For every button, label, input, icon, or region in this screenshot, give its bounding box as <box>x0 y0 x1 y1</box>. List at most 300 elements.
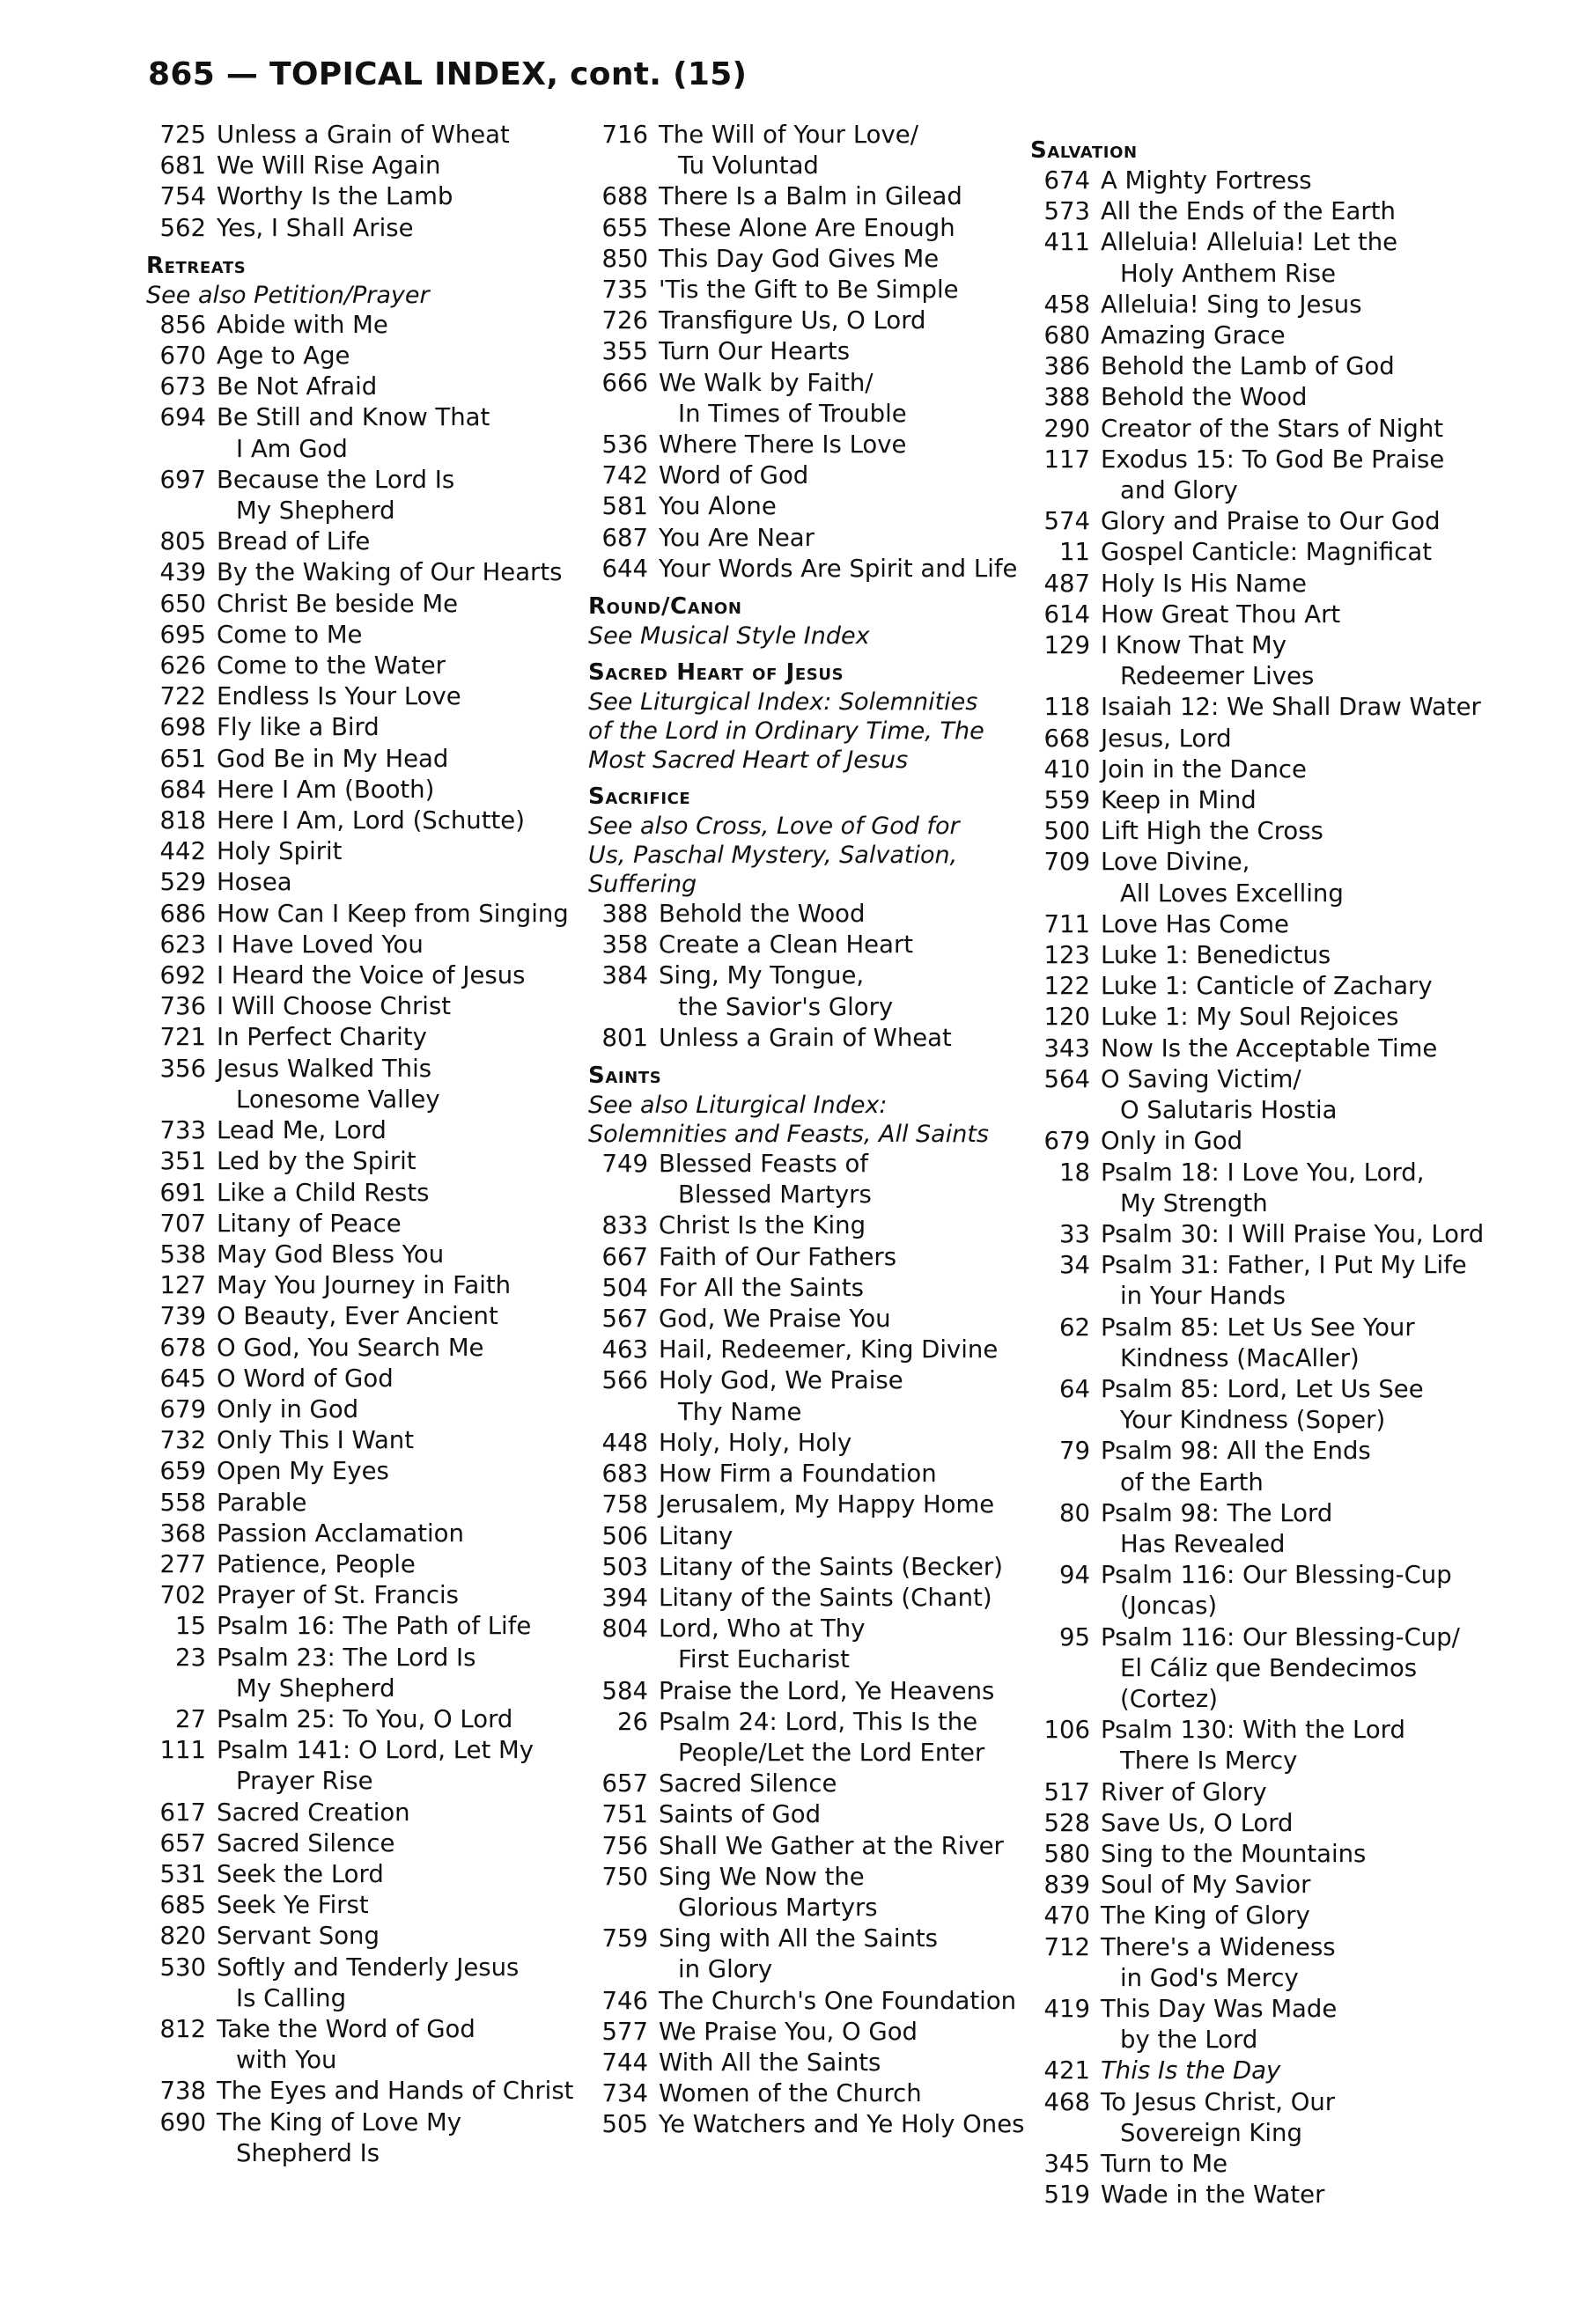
hymn-number: 64 <box>1059 1374 1090 1403</box>
title-line: This Is the Day <box>1101 2056 1281 2085</box>
hymn-number: 80 <box>1059 1498 1090 1527</box>
hymn-title <box>1101 1932 1336 1994</box>
hymn-title <box>217 1798 410 1828</box>
title-line: Jesus Walked This <box>217 1054 432 1083</box>
hymn-number: 644 <box>601 554 648 583</box>
hymn-title <box>217 1209 402 1239</box>
hymn-title <box>1101 1219 1484 1250</box>
index-entry <box>146 1828 569 1859</box>
note-line: See also Liturgical Index: <box>588 1092 888 1120</box>
title-line: Lonesome Valley <box>236 1085 440 1114</box>
hymn-title <box>659 960 893 1022</box>
title-line: Psalm 25: To You, O Lord <box>217 1704 513 1733</box>
hymn-number: 818 <box>159 806 206 835</box>
title-line: I Will Choose Christ <box>217 992 452 1021</box>
index-entry <box>146 1488 569 1519</box>
title-line: Passion Acclamation <box>217 1519 464 1548</box>
title-line: Tu Voluntad <box>678 151 819 180</box>
hymn-number: 744 <box>601 2048 648 2077</box>
hymn-title <box>659 1676 994 1707</box>
title-line: Because the Lord Is <box>217 465 455 494</box>
hymn-title <box>1101 165 1312 196</box>
title-line: With All the Saints <box>659 2048 881 2077</box>
hymn-title <box>1101 227 1397 289</box>
index-entry <box>588 1831 1028 1862</box>
hymn-number: 410 <box>1043 754 1090 783</box>
index-entry <box>1030 1901 1559 1931</box>
title-line: Servant Song <box>217 1922 380 1951</box>
title-line: Lord, Who at Thy <box>659 1614 866 1644</box>
title-line: We Will Rise Again <box>217 151 441 180</box>
hymn-title <box>1101 724 1232 754</box>
hymn-number: 707 <box>159 1209 206 1238</box>
hymn-number: 805 <box>159 527 206 556</box>
title-line: Glorious Martyrs <box>678 1893 878 1922</box>
index-entry <box>146 1890 569 1921</box>
index-entry <box>146 867 569 898</box>
title-line: (Cortez) <box>1120 1684 1218 1713</box>
index-entry <box>146 1022 569 1053</box>
title-line: Open My Eyes <box>217 1457 389 1486</box>
index-entry <box>1030 754 1559 785</box>
hymn-number: 626 <box>159 651 206 680</box>
hymn-number: 738 <box>159 2077 206 2106</box>
hymn-title <box>1101 290 1362 320</box>
hymn-title <box>1101 909 1289 940</box>
hymn-number: 839 <box>1043 1871 1090 1900</box>
hymn-number: 421 <box>1043 2056 1090 2085</box>
hymn-title <box>217 2107 461 2169</box>
index-entry <box>146 1333 569 1364</box>
hymn-number: 388 <box>601 900 648 929</box>
index-entry <box>588 1428 1028 1459</box>
hymn-number: 650 <box>159 589 206 618</box>
hymn-number: 577 <box>601 2017 648 2046</box>
index-entry <box>1030 1219 1559 1250</box>
title-line: Like a Child Rests <box>217 1178 430 1207</box>
hymn-title <box>217 1643 476 1704</box>
title-line: Psalm 30: I Will Praise You, Lord <box>1101 1219 1485 1248</box>
title-line: Sing We Now the <box>659 1862 865 1891</box>
hymn-title <box>217 836 342 867</box>
index-entry <box>1030 2180 1559 2210</box>
title-line: Exodus 15: To God Be Praise <box>1101 445 1445 474</box>
hymn-title <box>659 1614 866 1675</box>
title-line: Hail, Redeemer, King Divine <box>659 1335 999 1364</box>
title-line: Soul of My Savior <box>1101 1871 1311 1900</box>
hymn-title <box>1101 1870 1310 1901</box>
index-entry <box>588 1923 1028 1985</box>
index-entry <box>1030 2087 1559 2149</box>
index-entry <box>146 310 569 341</box>
index-entry <box>1030 1158 1559 1219</box>
index-entry <box>1030 1560 1559 1622</box>
index-entry <box>588 1769 1028 1799</box>
index-entry <box>146 1054 569 1115</box>
index-entry <box>1030 1994 1559 2056</box>
index-entry <box>588 336 1028 367</box>
hymn-number: 645 <box>159 1364 206 1393</box>
hymn-title <box>217 930 424 960</box>
hymn-number: 129 <box>1043 631 1090 660</box>
index-entry <box>146 1643 569 1704</box>
hymn-number: 503 <box>601 1552 648 1581</box>
index-entry <box>588 1799 1028 1830</box>
index-entry <box>146 151 569 181</box>
hymn-title <box>659 336 850 367</box>
hymn-number: 617 <box>159 1798 206 1827</box>
title-line: Keep in Mind <box>1101 786 1257 815</box>
index-entry <box>588 368 1028 430</box>
hymn-title <box>217 1022 427 1053</box>
title-line: Shepherd Is <box>236 2138 380 2167</box>
hymn-number: 573 <box>1043 197 1090 226</box>
hymn-number: 419 <box>1043 1994 1090 2023</box>
hymn-title <box>1101 506 1441 537</box>
index-entry <box>588 1552 1028 1583</box>
index-entry <box>146 120 569 151</box>
section-heading: Saints <box>588 1063 662 1090</box>
title-line: Luke 1: Canticle of Zachary <box>1101 972 1433 1001</box>
hymn-number: 746 <box>601 1986 648 2015</box>
index-entry <box>588 1489 1028 1520</box>
hymn-title <box>659 1799 821 1830</box>
hymn-number: 683 <box>601 1460 648 1489</box>
title-line: The King of Love My <box>217 2107 462 2136</box>
hymn-title <box>217 1921 380 1952</box>
title-line: Your Words Are Spirit and Life <box>659 554 1018 583</box>
hymn-number: 732 <box>159 1426 206 1455</box>
hymn-title <box>217 744 448 775</box>
index-entry <box>1030 599 1559 630</box>
title-line: and Glory <box>1120 476 1238 505</box>
index-entry <box>588 1459 1028 1489</box>
title-line: Psalm 18: I Love You, Lord, <box>1101 1158 1425 1187</box>
hymn-title <box>217 557 562 588</box>
index-entry <box>1030 2056 1559 2086</box>
index-entry <box>1030 1932 1559 1994</box>
hymn-number: 670 <box>159 342 206 371</box>
hymn-title <box>1101 2180 1324 2210</box>
hymn-number: 657 <box>601 1769 648 1798</box>
hymn-number: 23 <box>175 1643 206 1672</box>
hymn-title <box>1101 537 1432 568</box>
index-entry <box>146 681 569 712</box>
hymn-number: 345 <box>1043 2150 1090 2178</box>
title-line: Praise the Lord, Ye Heavens <box>659 1676 995 1705</box>
section-heading: Round/Canon <box>588 593 742 621</box>
title-line: Lift High the Cross <box>1101 817 1323 846</box>
title-line: Psalm 116: Our Blessing-Cup/ <box>1101 1622 1460 1651</box>
hymn-number: 750 <box>601 1862 648 1891</box>
hymn-title <box>217 526 370 557</box>
hymn-title <box>1101 351 1395 382</box>
title-line: Isaiah 12: We Shall Draw Water <box>1101 693 1481 722</box>
hymn-number: 687 <box>601 523 648 552</box>
title-line: Psalm 16: The Path of Life <box>217 1612 532 1641</box>
index-entry <box>1030 1777 1559 1808</box>
title-line: of the Earth <box>1120 1467 1264 1497</box>
hymn-number: 684 <box>159 775 206 804</box>
hymn-number: 739 <box>159 1302 206 1331</box>
title-line: Yes, I Shall Arise <box>217 213 414 242</box>
index-entry <box>146 341 569 371</box>
hymn-title <box>659 1335 998 1365</box>
title-line: Take the Word of God <box>217 2014 476 2043</box>
title-line: Now Is the Acceptable Time <box>1101 1033 1438 1063</box>
hymn-number: 686 <box>159 899 206 928</box>
title-line: Holy Is His Name <box>1101 569 1307 598</box>
index-entry <box>1030 1622 1559 1716</box>
index-entry <box>146 557 569 588</box>
index-entry <box>588 2017 1028 2048</box>
index-entry <box>146 1798 569 1828</box>
index-entry <box>146 1270 569 1301</box>
index-entry <box>588 899 1028 930</box>
hymn-number: 659 <box>159 1457 206 1486</box>
index-entry <box>1030 165 1559 196</box>
hymn-number: 709 <box>1043 848 1090 877</box>
hymn-title <box>217 1456 389 1487</box>
index-entry <box>146 589 569 620</box>
index-entry <box>588 460 1028 491</box>
hymn-number: 833 <box>601 1211 648 1240</box>
title-line: How Great Thou Art <box>1101 599 1341 629</box>
title-line: First Eucharist <box>678 1645 850 1674</box>
title-line: Sing to the Mountains <box>1101 1839 1367 1868</box>
title-line: Litany of the Saints (Chant) <box>659 1583 992 1612</box>
hymn-title <box>1101 1498 1332 1560</box>
index-entry <box>588 960 1028 1022</box>
index-entry <box>588 1707 1028 1769</box>
title-line: People/Let the Lord Enter <box>678 1738 985 1767</box>
title-line: Gospel Canticle: Magnificat <box>1101 538 1432 567</box>
title-line: Blessed Martyrs <box>678 1180 872 1210</box>
title-line: I Know That My <box>1101 631 1286 660</box>
hymn-title <box>1101 1436 1371 1497</box>
index-entry <box>1030 414 1559 445</box>
title-line: Wade in the Water <box>1101 2181 1325 2210</box>
hymn-number: 538 <box>159 1239 206 1269</box>
index-entry <box>588 1242 1028 1273</box>
title-line: Holy Spirit <box>217 837 343 866</box>
hymn-number: 711 <box>1043 909 1090 938</box>
hymn-number: 679 <box>1043 1127 1090 1156</box>
hymn-number: 580 <box>1043 1839 1090 1868</box>
index-entry <box>1030 196 1559 227</box>
title-line: To Jesus Christ, Our <box>1101 2087 1336 2116</box>
title-line: Psalm 98: All the Ends <box>1101 1437 1371 1466</box>
hymn-title <box>659 899 865 930</box>
title-line: Psalm 31: Father, I Put My Life <box>1101 1251 1467 1280</box>
title-line: Only in God <box>1101 1127 1243 1156</box>
cross-reference-note <box>588 1091 1028 1149</box>
note-line: See Musical Style Index <box>588 622 870 651</box>
title-line: Psalm 130: With the Lord <box>1101 1716 1405 1745</box>
hymn-number: 519 <box>1043 2181 1090 2210</box>
hymn-number: 734 <box>601 2079 648 2108</box>
title-line: Led by the Spirit <box>217 1147 417 1176</box>
hymn-number: 528 <box>1043 1808 1090 1837</box>
hymn-title <box>1101 1374 1424 1436</box>
hymn-number: 820 <box>159 1922 206 1951</box>
index-entry <box>1030 537 1559 568</box>
title-line: Only in God <box>217 1394 359 1423</box>
hymn-title <box>659 430 906 460</box>
hymn-title <box>1101 196 1396 227</box>
hymn-title <box>659 1769 837 1799</box>
hymn-title <box>217 1519 464 1549</box>
note-line: Us, Paschal Mystery, Salvation, <box>588 842 958 870</box>
hymn-title <box>659 1428 851 1459</box>
hymn-number: 27 <box>175 1704 206 1733</box>
hymn-number: 500 <box>1043 817 1090 846</box>
title-line: God Be in My Head <box>217 744 449 773</box>
hymn-number: 680 <box>1043 321 1090 350</box>
hymn-number: 655 <box>601 213 648 242</box>
hymn-number: 559 <box>1043 786 1090 815</box>
title-line: Unless a Grain of Wheat <box>217 121 510 149</box>
hymn-title <box>217 1054 440 1115</box>
title-line: O Beauty, Ever Ancient <box>217 1302 498 1331</box>
cross-reference-note <box>588 621 1028 651</box>
index-entry <box>588 1365 1028 1427</box>
hymn-number: 386 <box>1043 352 1090 381</box>
index-entry <box>146 1735 569 1797</box>
hymn-number: 698 <box>159 713 206 742</box>
title-line: All the Ends of the Earth <box>1101 197 1396 226</box>
index-entry <box>146 526 569 557</box>
index-entry <box>1030 351 1559 382</box>
hymn-title <box>659 120 918 181</box>
index-entry <box>146 2107 569 2169</box>
title-line: Come to Me <box>217 620 363 649</box>
index-entry <box>146 991 569 1022</box>
index-entry <box>588 1986 1028 2017</box>
hymn-number: 106 <box>1043 1716 1090 1745</box>
index-entry <box>146 402 569 464</box>
hymn-number: 530 <box>159 1953 206 1982</box>
title-line: El Cáliz que Bendecimos <box>1120 1653 1418 1682</box>
hymn-title <box>659 1923 938 1985</box>
index-entry <box>1030 569 1559 599</box>
index-entry <box>1030 1126 1559 1157</box>
hymn-title <box>217 151 440 181</box>
hymn-title <box>1101 2149 1227 2180</box>
cross-reference-note <box>146 281 569 310</box>
hymn-title <box>1101 940 1331 971</box>
title-line: in God's Mercy <box>1120 1963 1299 1992</box>
hymn-title <box>1101 1033 1437 1064</box>
index-entry <box>146 1115 569 1146</box>
title-line: Word of God <box>659 461 809 490</box>
hymn-title <box>217 1611 531 1642</box>
index-entry <box>146 651 569 681</box>
hymn-number: 735 <box>601 276 648 305</box>
hymn-number: 722 <box>159 682 206 711</box>
hymn-number: 856 <box>159 310 206 339</box>
title-line: with You <box>236 2046 337 2075</box>
title-line: I Have Loved You <box>217 930 424 959</box>
index-entry <box>588 1149 1028 1210</box>
hymn-number: 801 <box>601 1023 648 1052</box>
hymn-title <box>659 2048 881 2078</box>
title-line: Psalm 24: Lord, This Is the <box>659 1707 978 1736</box>
index-column-1 <box>146 120 574 2169</box>
title-line: 'Tis the Gift to Be Simple <box>659 276 959 305</box>
index-entry <box>1030 290 1559 320</box>
title-line: O Saving Victim/ <box>1101 1064 1301 1093</box>
index-entry <box>588 2109 1028 2140</box>
hymn-title <box>217 589 458 620</box>
title-line: My Shepherd <box>236 496 395 526</box>
index-entry <box>588 1583 1028 1614</box>
hymn-number: 623 <box>159 930 206 959</box>
hymn-number: 504 <box>601 1273 648 1302</box>
index-entry <box>146 1239 569 1270</box>
index-entry <box>588 1273 1028 1304</box>
hymn-number: 277 <box>159 1549 206 1578</box>
title-line: Alleluia! Sing to Jesus <box>1101 290 1362 319</box>
hymn-number: 94 <box>1059 1561 1090 1590</box>
index-entry <box>1030 2149 1559 2180</box>
hymn-number: 681 <box>159 151 206 180</box>
title-line: Sing with All the Saints <box>659 1924 939 1953</box>
title-line: Creator of the Stars of Night <box>1101 414 1444 443</box>
index-entry <box>1030 506 1559 537</box>
hymn-number: 127 <box>159 1271 206 1300</box>
hymn-number: 343 <box>1043 1033 1090 1063</box>
hymn-number: 123 <box>1043 941 1090 970</box>
hymn-title <box>217 371 377 402</box>
hymn-title <box>217 341 350 371</box>
title-line: Love Divine, <box>1101 848 1250 877</box>
hymn-title <box>217 310 388 341</box>
index-entry <box>588 181 1028 212</box>
index-entry <box>146 213 569 244</box>
cross-reference-note <box>588 688 1028 775</box>
hymn-title <box>217 465 454 526</box>
hymn-title <box>1101 630 1314 692</box>
hymn-title <box>217 1178 430 1209</box>
title-line: Shall We Gather at the River <box>659 1831 1004 1860</box>
hymn-title <box>659 1273 864 1304</box>
title-line: Fly like a Bird <box>217 713 380 742</box>
note-line: Solemnities and Feasts, All Saints <box>588 1121 989 1149</box>
index-entry <box>146 805 569 836</box>
index-entry <box>146 1209 569 1239</box>
title-line: You Alone <box>659 492 777 521</box>
section-heading: Salvation <box>1030 137 1138 164</box>
title-line: Holy Anthem Rise <box>1120 259 1337 288</box>
title-line: Here I Am (Booth) <box>217 775 435 804</box>
title-line: Alleluia! Alleluia! Let the <box>1101 228 1398 257</box>
index-entry <box>146 1301 569 1332</box>
title-line: My Shepherd <box>236 1673 395 1703</box>
hymn-title <box>659 491 777 522</box>
title-line: Holy God, We Praise <box>659 1366 903 1395</box>
hymn-number: 33 <box>1059 1219 1090 1248</box>
hymn-title <box>659 460 808 491</box>
hymn-title <box>1101 1560 1452 1622</box>
index-entry <box>1030 227 1559 289</box>
hymn-title <box>217 1953 519 2014</box>
hymn-title <box>1101 414 1443 445</box>
hymn-number: 678 <box>159 1333 206 1362</box>
hymn-number: 667 <box>601 1242 648 1271</box>
hymn-number: 505 <box>601 2110 648 2139</box>
title-line: Blessed Feasts of <box>659 1150 868 1179</box>
